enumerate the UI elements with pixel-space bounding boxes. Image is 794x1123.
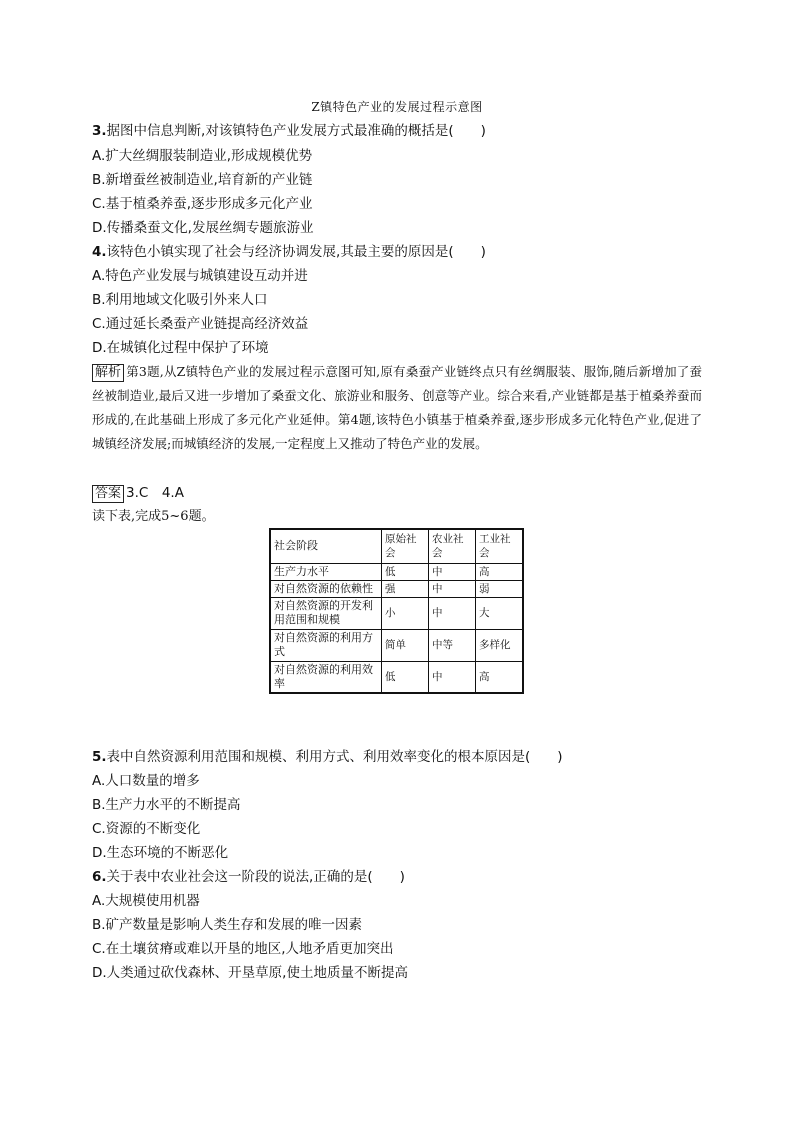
question-number: 4.: [92, 244, 107, 260]
question-text: 表中自然资源利用范围和规模、利用方式、利用效率变化的根本原因是( ): [106, 749, 563, 765]
question-number: 3.: [92, 123, 107, 139]
society-resource-table: [269, 528, 524, 694]
q6-option-a: A.大规模使用机器: [92, 893, 200, 909]
table-header-row: [270, 529, 523, 563]
q4-option-b: B.利用地域文化吸引外来人口: [92, 292, 268, 308]
table-header-cell: 原始社会: [382, 529, 429, 563]
question-text: 关于表中农业社会这一阶段的说法,正确的是( ): [106, 869, 405, 885]
table-cell: 中: [429, 563, 476, 580]
q4-option-a: A.特色产业发展与城镇建设互动并进: [92, 268, 308, 284]
figure-caption: Z镇特色产业的发展过程示意图: [311, 100, 483, 114]
table-row: [270, 580, 523, 597]
question-3-stem: [92, 122, 486, 140]
table-cell: 高: [476, 563, 524, 580]
table-row: [270, 661, 523, 693]
table-cell: 对自然资源的利用方式: [270, 629, 382, 661]
table-row: [270, 563, 523, 580]
question-5-stem: [92, 748, 563, 766]
question-6-stem: [92, 868, 405, 886]
table-row: [270, 629, 523, 661]
answer-label: 答案: [92, 485, 124, 503]
table-cell: 弱: [476, 580, 524, 597]
q3-option-d: D.传播桑蚕文化,发展丝绸专题旅游业: [92, 220, 314, 236]
table-cell: 中: [429, 597, 476, 629]
table-header-cell: 农业社会: [429, 529, 476, 563]
table-header-cell: 社会阶段: [270, 529, 382, 563]
table-cell: 对自然资源的利用效率: [270, 661, 382, 693]
table-cell: 多样化: [476, 629, 524, 661]
answer-line: [92, 484, 184, 503]
q4-option-d: D.在城镇化过程中保护了环境: [92, 340, 269, 356]
table-cell: 强: [382, 580, 429, 597]
table-cell: 小: [382, 597, 429, 629]
q5-option-a: A.人口数量的增多: [92, 773, 200, 789]
analysis-text: 第3题,从Z镇特色产业的发展过程示意图可知,原有桑蚕产业链终点只有丝绸服装、服饰,随后新增加了蚕丝被制造业,最后又进一步增加了桑蚕文化、旅游业和服务、创意等产业。综合来看,产业链都是基于植桑养蚕而形成的,在此基础上形成了多元化产业延伸。第4题,该特色小镇基于植桑养蚕,逐步形成多元化特色产业,促进了城镇经济发展;而城镇经济的发展,一定程度上又推动了特色产业的发展。: [92, 364, 702, 451]
table-row: [270, 597, 523, 629]
question-number: 6.: [92, 869, 107, 885]
analysis-block: [92, 360, 702, 456]
table-cell: 中: [429, 661, 476, 693]
q4-option-c: C.通过延长桑蚕产业链提高经济效益: [92, 316, 309, 332]
q6-option-b: B.矿产数量是影响人类生存和发展的唯一因素: [92, 917, 363, 933]
question-4-stem: [92, 243, 486, 261]
table-cell: 高: [476, 661, 524, 693]
table-cell: 中等: [429, 629, 476, 661]
q3-option-c: C.基于植桑养蚕,逐步形成多元化产业: [92, 196, 313, 212]
analysis-label: 解析: [92, 364, 124, 382]
q5-option-c: C.资源的不断变化: [92, 821, 201, 837]
table-cell: 低: [382, 661, 429, 693]
table-cell: 对自然资源的开发利用范围和规模: [270, 597, 382, 629]
q6-option-c: C.在土壤贫瘠或难以开垦的地区,人地矛盾更加突出: [92, 941, 394, 957]
q3-option-b: B.新增蚕丝被制造业,培育新的产业链: [92, 172, 313, 188]
table-header-cell: 工业社会: [476, 529, 524, 563]
question-text: 该特色小镇实现了社会与经济协调发展,其最主要的原因是( ): [106, 244, 486, 260]
q5-option-b: B.生产力水平的不断提高: [92, 797, 241, 813]
q3-option-a: A.扩大丝绸服装制造业,形成规模优势: [92, 148, 313, 164]
table-cell: 对自然资源的依赖性: [270, 580, 382, 597]
table-cell: 低: [382, 563, 429, 580]
q5-option-d: D.生态环境的不断恶化: [92, 845, 229, 861]
q6-option-d: D.人类通过砍伐森林、开垦草原,使土地质量不断提高: [92, 965, 408, 981]
table-cell: 简单: [382, 629, 429, 661]
table-cell: 中: [429, 580, 476, 597]
question-number: 5.: [92, 749, 107, 765]
question-text: 据图中信息判断,对该镇特色产业发展方式最准确的概括是( ): [106, 123, 486, 139]
answer-text: 3.C 4.A: [126, 485, 184, 501]
table-intro: 读下表,完成5~6题。: [92, 509, 215, 524]
table-cell: 生产力水平: [270, 563, 382, 580]
table-cell: 大: [476, 597, 524, 629]
